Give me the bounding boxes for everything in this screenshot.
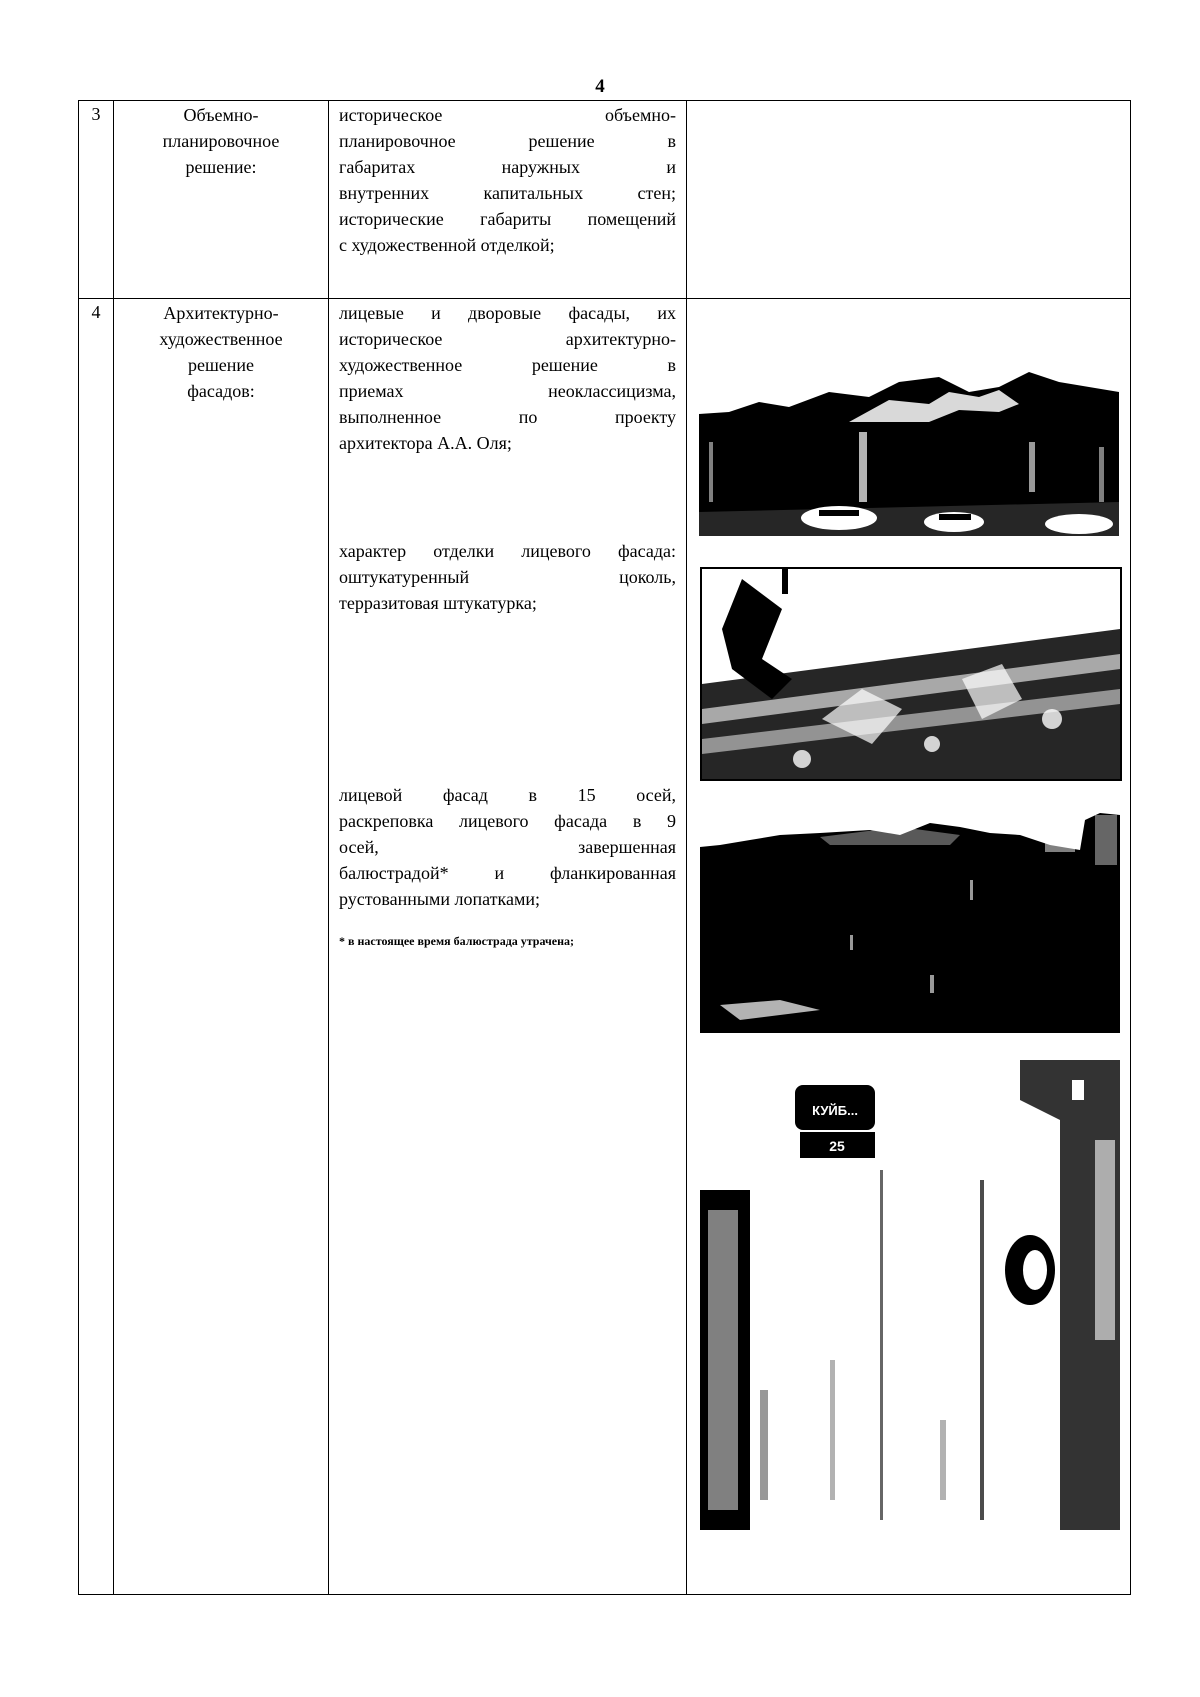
description-block [329,782,686,912]
row-title-line: Архитектурно- [163,303,279,323]
text-line: рустованными лопатками; [339,889,541,909]
text-line: оштукатуренный цоколь, [339,567,676,587]
row-title-line: планировочное [162,131,280,151]
row-number: 3 [79,101,114,299]
text-line: приемах неоклассицизма, [339,381,676,401]
row-number: 4 [79,299,114,1595]
text-line: историческое объемно- [339,105,676,125]
house-number-sign: 25 [829,1138,845,1154]
text-line: лицевые и дворовые фасады, их [339,303,676,323]
text-line: с художественной отделкой; [339,235,555,255]
row-title-line: фасадов: [187,381,255,401]
row-title [114,101,329,299]
text-line: раскреповка лицевого фасада в 9 [339,811,676,831]
description-block [329,538,686,616]
text-line: архитектора А.А. Оля; [339,433,512,453]
text-line: исторические габариты помещений [339,209,676,229]
row-description [329,101,687,299]
text-line: выполненное по проекту [339,407,676,427]
text-line: лицевой фасад в 15 осей, [339,785,676,805]
text-line: внутренних капитальных стен; [339,183,676,203]
row-title [114,299,329,1595]
text-line: планировочное решение в [339,131,676,151]
description-block [329,101,686,258]
text-line: осей, завершенная [339,837,676,857]
text-line: балюстрадой* и фланкированная [339,863,676,883]
row-photo-cell [687,101,1131,299]
facade-axes-photo [700,805,1120,1033]
row-title-line: решение [187,355,255,375]
footnote: * в настоящее время балюстрада утрачена; [339,934,575,948]
row-title-line: Объемно- [183,105,259,125]
row-title-line: решение: [185,157,257,177]
text-line: терразитовая штукатурка; [339,593,537,613]
table-row-3 [79,101,1131,299]
text-line: характер отделки лицевого фасада: [339,541,676,561]
street-corner-photo [700,1060,1120,1530]
page-number: 4 [595,76,605,97]
facade-photo [699,352,1119,536]
row-description [329,299,687,1595]
text-line: габаритах наружных и [339,157,676,177]
plinth-photo [700,567,1122,781]
description-block [329,299,686,456]
text-line: художественное решение в [339,355,676,375]
row-title-line: художественное [159,329,283,349]
street-sign-name: КУЙБ... [812,1103,858,1118]
text-line: историческое архитектурно- [339,329,676,349]
